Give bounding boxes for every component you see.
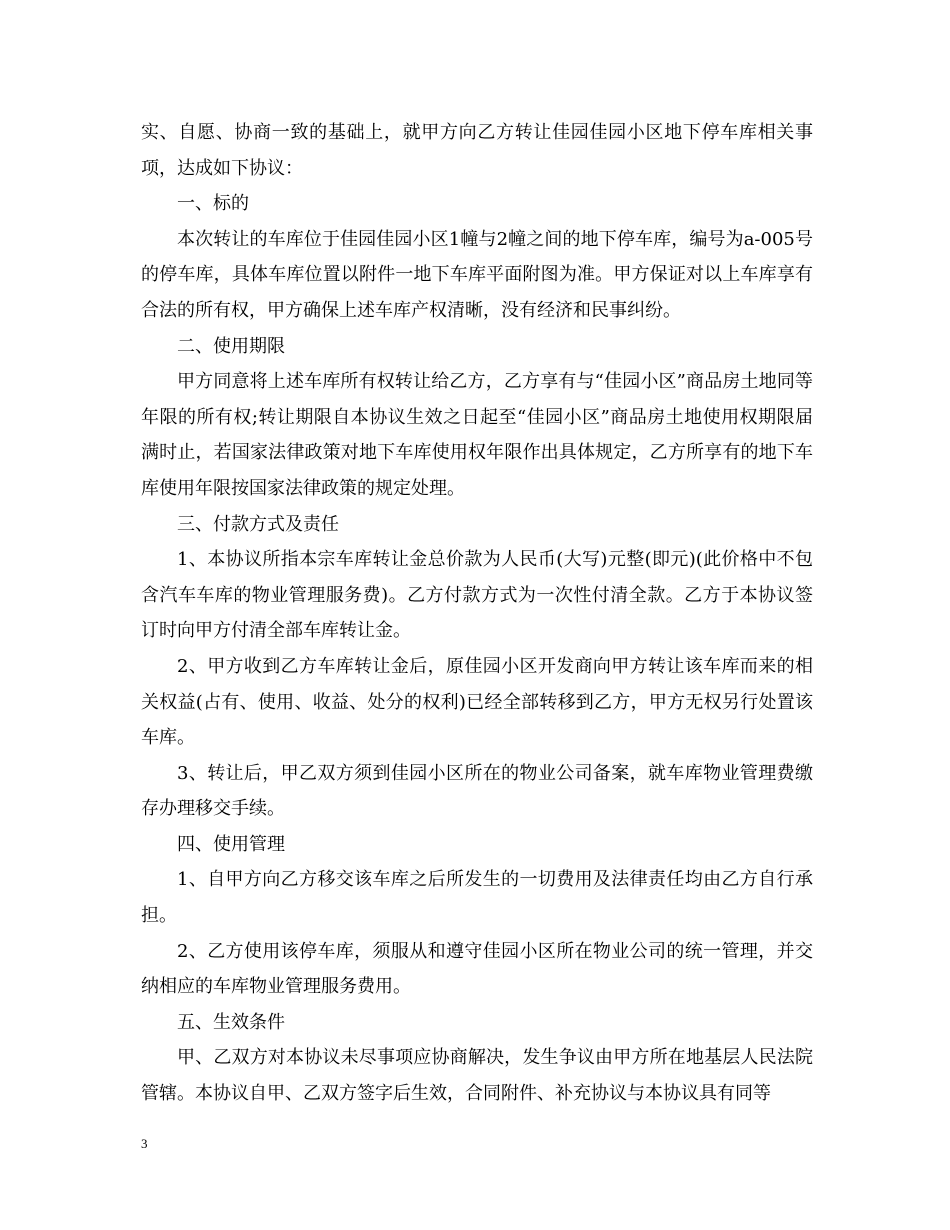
paragraph: 2、乙方使用该停车库，须服从和遵守佳园小区所在物业公司的统一管理，并交纳相应的车库物业管理服务费用。 [141,940,813,998]
page-number: 3 [141,1136,148,1151]
paragraph: 2、甲方收到乙方车库转让金后，原佳园小区开发商向甲方转让该车库而来的相关权益(占有、使用、收益、处分的权利)已经全部转移到乙方，甲方无权另行处置该车库。 [141,655,813,749]
paragraph: 实、自愿、协商一致的基础上，就甲方向乙方转让佳园佳园小区地下停车库相关事项，达成如下协议： [141,122,813,179]
paragraph: 四、使用管理 [177,833,285,855]
paragraph: 甲、乙双方对本协议未尽事项应协商解决，发生争议由甲方所在地基层人民法院管辖。本协议自甲、乙双方签字后生效，合同附件、补充协议与本协议具有同等 [141,1047,813,1105]
paragraph: 二、使用期限 [177,335,285,357]
paragraph: 三、付款方式及责任 [177,513,339,535]
paragraph: 一、标的 [177,193,249,215]
paragraph: 五、生效条件 [177,1011,285,1033]
document-body [141,115,813,1112]
paragraph: 3、转让后，甲乙双方须到佳园小区所在的物业公司备案，就车库物业管理费缴存办理移交手续。 [141,762,813,820]
paragraph: 甲方同意将上述车库所有权转让给乙方，乙方享有与“佳园小区”商品房土地同等年限的所有权;转让期限自本协议生效之日起至“佳园小区”商品房土地使用权期限届满时止，若国家法律政策对地下车库使用权年限作出具体规定，乙方所享有的地下车库使用年限按国家法律政策的规定处理。 [141,371,813,499]
paragraph: 1、自甲方向乙方移交该车库之后所发生的一切费用及法律责任均由乙方自行承担。 [141,869,813,927]
paragraph: 1、本协议所指本宗车库转让金总价款为人民币(大写)元整(即元)(此价格中不包含汽车车库的物业管理服务费)。乙方付款方式为一次性付清全款。乙方于本协议签订时向甲方付清全部车库转让金。 [141,549,813,642]
paragraph: 本次转让的车库位于佳园佳园小区1幢与2幢之间的地下停车库，编号为a-005号的停车库，具体车库位置以附件一地下车库平面附图为准。甲方保证对以上车库享有合法的所有权，甲方确保上述车库产权清晰，没有经济和民事纠纷。 [141,228,813,321]
